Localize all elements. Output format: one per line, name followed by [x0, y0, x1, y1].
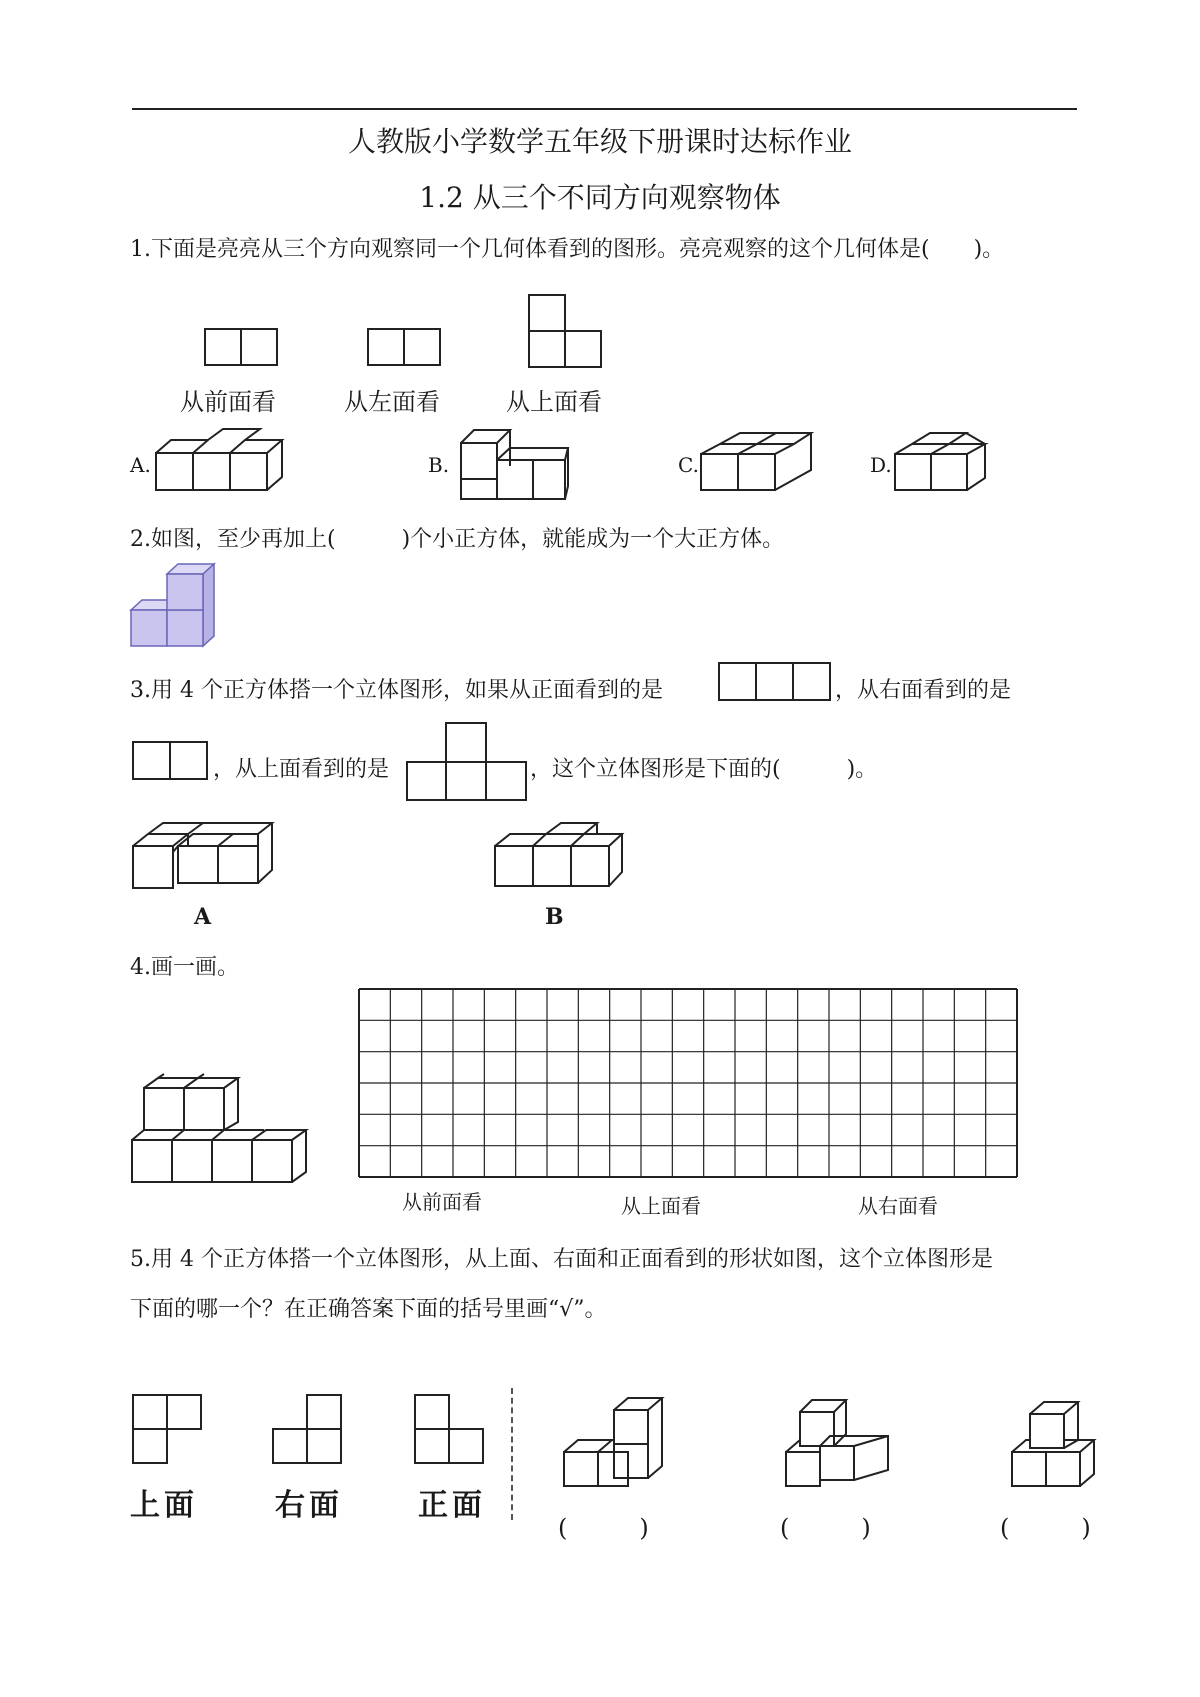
q1-option-a-label: A. [130, 453, 151, 477]
q3-text-part-a: 3.用 4 个正方体搭一个立体图形，如果从正面看到的是 [130, 678, 663, 703]
q3-top-view [406, 722, 528, 802]
q3-front-view [718, 662, 832, 702]
q5-answer-paren-1[interactable]: ( ) [558, 1514, 649, 1542]
q4-solid-figure [130, 1060, 320, 1184]
q3-text-part-c: ，从上面看到的是 [213, 757, 390, 782]
q4-drawing-grid[interactable] [358, 988, 1018, 1178]
q1-left-view [367, 328, 441, 366]
q5-answer-paren-3[interactable]: ( ) [1000, 1514, 1091, 1542]
q4-grid-label-front: 从前面看 [402, 1190, 482, 1214]
q5-front-view [414, 1394, 484, 1464]
q4-text: 4.画一画。 [130, 955, 239, 980]
q5-right-view [272, 1394, 342, 1464]
q1-option-d-label: D. [870, 453, 892, 477]
q1-option-a-figure[interactable] [155, 428, 285, 492]
q1-option-c-figure[interactable] [700, 432, 814, 492]
q3-option-a-figure[interactable] [132, 822, 278, 890]
q1-view-label-left: 从左面看 [344, 388, 440, 416]
q5-option-3-figure[interactable] [1008, 1390, 1118, 1490]
q1-option-d-figure[interactable] [894, 432, 988, 492]
q5-top-view [132, 1394, 202, 1464]
q5-label-front: 正面 [418, 1488, 486, 1523]
q1-option-b-figure[interactable] [460, 420, 570, 500]
q5-text-line2: 下面的哪一个？在正确答案下面的括号里画“√”。 [130, 1297, 607, 1322]
q4-grid-label-right: 从右面看 [858, 1194, 938, 1218]
q5-text-line1: 5.用 4 个正方体搭一个立体图形，从上面、右面和正面看到的形状如图，这个立体图形是 [130, 1247, 993, 1272]
q5-answer-paren-2[interactable]: ( ) [780, 1514, 871, 1542]
q2-text: 2.如图，至少再加上( )个小正方体，就能成为一个大正方体。 [130, 527, 785, 552]
q2-cube-figure [130, 560, 222, 652]
q5-option-1-figure[interactable] [562, 1390, 672, 1490]
header-rule [132, 108, 1077, 110]
q5-label-right: 右面 [275, 1488, 343, 1523]
q1-top-view [528, 294, 602, 368]
q3-option-a-label: A [194, 904, 212, 930]
q1-option-c-label: C. [678, 453, 699, 477]
q3-option-b-label: B [545, 904, 564, 930]
page-subtitle: 1.2 从三个不同方向观察物体 [419, 181, 781, 214]
q3-right-view [132, 741, 208, 781]
q4-grid-label-top: 从上面看 [621, 1194, 701, 1218]
q1-view-label-front: 从前面看 [180, 388, 276, 416]
q1-front-view [204, 328, 278, 366]
q1-text: 1.下面是亮亮从三个方向观察同一个几何体看到的图形。亮亮观察的这个几何体是( )。 [130, 237, 1005, 262]
q3-option-b-figure[interactable] [494, 822, 624, 890]
q3-text-part-d: ，这个立体图形是下面的( )。 [530, 757, 878, 782]
q1-view-label-top: 从上面看 [506, 388, 602, 416]
page-title: 人教版小学数学五年级下册课时达标作业 [347, 125, 852, 158]
q5-label-top: 上面 [130, 1488, 198, 1523]
q5-divider [511, 1388, 513, 1520]
q5-option-2-figure[interactable] [784, 1390, 900, 1490]
q3-text-part-b: ，从右面看到的是 [835, 678, 1012, 703]
q1-option-b-label: B. [428, 453, 450, 477]
